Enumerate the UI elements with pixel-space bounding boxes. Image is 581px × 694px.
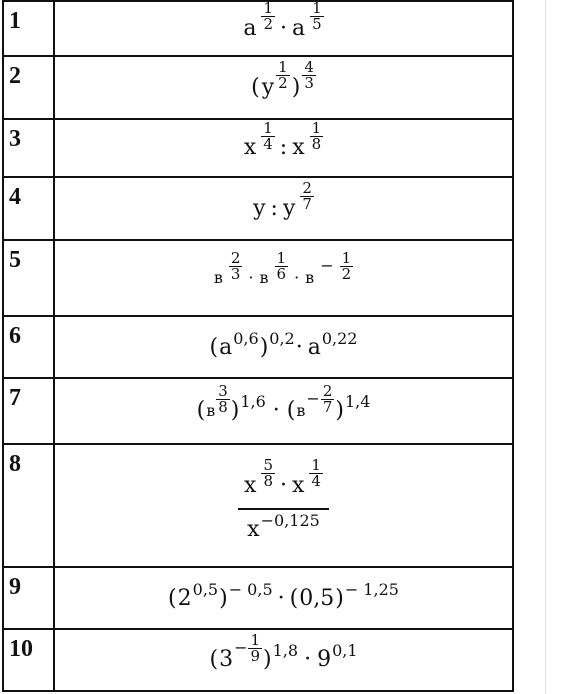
expression: ( a 0,6 ) 0,2 · a 0,22 <box>54 316 513 378</box>
exponent-fraction: 1 2 <box>278 58 288 92</box>
table-row <box>3 567 513 629</box>
exponent-fraction: 1 4 <box>263 118 273 153</box>
main-fraction: x 5 8 · x 1 4 x −0,125 <box>238 470 329 541</box>
expression: ( 2 0,5 ) − 0,5 · ( 0,5 ) − 1,25 <box>54 567 513 629</box>
row-number: 8 <box>3 444 54 567</box>
exponent-fraction: 2 3 <box>230 248 241 283</box>
expression: в 2 3 · в 1 6 · в − $\frac{1}{2}$ <box>54 240 513 316</box>
row-number: 9 <box>3 567 54 629</box>
exponent-fraction: 1 6 <box>276 248 287 283</box>
table-row <box>3 240 513 316</box>
exponent-fraction: 4 3 <box>304 58 314 92</box>
table-row <box>3 56 513 119</box>
exponent-fraction: 3 8 <box>218 381 228 416</box>
expression: ( в 3 8 ) 1,6 · ( в − $\frac{2}{7}$ ) 1,4 <box>54 378 513 444</box>
exponent-fraction: 5 8 <box>263 456 273 490</box>
row-number: 2 <box>3 56 54 119</box>
expression: y : y 2 7 <box>54 177 513 240</box>
row-number: 5 <box>3 240 54 316</box>
expression: x 1 4 : x 1 8 <box>54 119 513 177</box>
table-row <box>3 1 513 56</box>
row-number: 10 <box>3 629 54 691</box>
table-row <box>3 316 513 378</box>
table-row <box>3 119 513 177</box>
exponent-fraction: $\frac{1}{9}$ <box>250 630 261 665</box>
expression: ( y 1 2 ) 4 3 <box>54 56 513 119</box>
exponent-fraction: 2 7 <box>302 179 312 213</box>
exponent-fraction: 1 8 <box>311 118 322 153</box>
table-row <box>3 378 513 444</box>
expression <box>54 444 513 567</box>
exponent-fraction: $\frac{1}{2}$ <box>341 248 352 283</box>
exercise-table <box>2 0 514 692</box>
page-edge-line <box>545 0 546 694</box>
row-number: 3 <box>3 119 54 177</box>
table-row <box>3 444 513 567</box>
exponent-fraction: 1 5 <box>312 0 322 33</box>
row-number: 1 <box>3 1 54 56</box>
fraction-bar <box>238 508 329 510</box>
table-row <box>3 629 513 691</box>
row-number: 6 <box>3 316 54 378</box>
exponent-fraction: 1 4 <box>311 456 321 490</box>
exponent-fraction: $\frac{2}{7}$ <box>322 381 333 416</box>
row-number: 7 <box>3 378 54 444</box>
exponent-fraction: 1 2 <box>263 0 273 33</box>
expression: a 1 2 · a 1 5 <box>54 1 513 56</box>
expression: ( 3 − $\frac{1}{9}$ ) 1,8 · 9 0,1 <box>54 629 513 691</box>
row-number: 4 <box>3 177 54 240</box>
table-row <box>3 177 513 240</box>
